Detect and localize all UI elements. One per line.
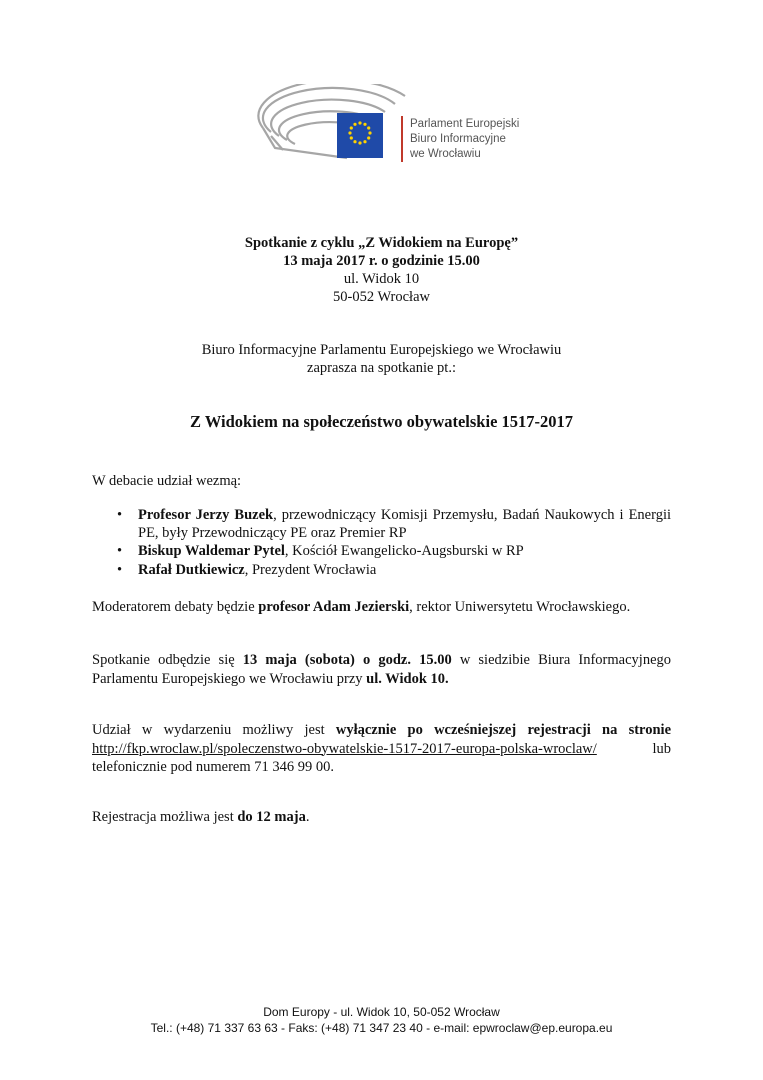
participant-name: Profesor Jerzy Buzek	[138, 507, 274, 523]
bullet-icon: •	[117, 543, 123, 559]
timing-where: ul. Widok 10.	[366, 670, 449, 687]
deadline-bold: do 12 maja	[237, 809, 306, 825]
registration-paragraph	[92, 721, 671, 777]
bullet-icon: •	[117, 507, 123, 523]
invitation	[0, 341, 763, 377]
participant-desc: , Kościół Ewangelicko-Augsburski w RP	[284, 543, 524, 559]
invitation-line-2: zaprasza na spotkanie pt.:	[307, 360, 456, 376]
timing-paragraph	[92, 651, 671, 688]
registration-pre: Udział w wydarzeniu możliwy jest	[92, 722, 336, 738]
moderator-post: , rektor Uniwersytetu Wrocławskiego.	[409, 599, 631, 615]
eu-flag-icon	[337, 113, 383, 158]
participant-desc: , przewodniczący Komisji Przemysłu, Badań Naukowych i Energii PE, były Przewodniczący PE oraz Premier RP	[138, 507, 671, 541]
registration-post: lub telefonicznie pod numerem 71 346 99 00.	[92, 740, 671, 775]
logo-line-2: Biuro Informacyjne	[410, 133, 506, 145]
moderator-paragraph	[92, 598, 671, 617]
moderator-name: profesor Adam Jezierski	[258, 599, 410, 615]
event-title: Z Widokiem na społeczeństwo obywatelskie 1517-2017	[189, 412, 574, 431]
logo-text	[410, 117, 519, 162]
event-city: 50-052 Wrocław	[333, 289, 430, 305]
event-date: 13 maja 2017 r. o godzinie 15.00	[283, 253, 480, 269]
participant-desc: , Prezydent Wrocławia	[244, 561, 377, 578]
event-header	[0, 234, 763, 306]
participant-name: Rafał Dutkiewicz	[138, 561, 245, 578]
participants-list	[92, 507, 671, 580]
moderator-pre: Moderatorem debaty będzie	[92, 599, 259, 615]
logo-line-1: Parlament Europejski	[410, 118, 520, 130]
deadline-pre: Rejestracja możliwa jest	[92, 809, 238, 825]
deadline-paragraph	[92, 808, 671, 827]
registration-bold: wyłącznie po wcześniejszej rejestracji na stronie	[335, 722, 672, 738]
footer	[0, 1004, 763, 1036]
footer-address: Dom Europy - ul. Widok 10, 50-052 Wrocław	[263, 1005, 500, 1019]
deadline-post: .	[305, 809, 310, 825]
list-item	[92, 562, 671, 580]
timing-pre: Spotkanie odbędzie się	[92, 652, 243, 668]
logo-line-3: we Wrocławiu	[410, 148, 481, 160]
timing-mid: w siedzibie Biura Informacyjnego Parlamentu Europejskiego we Wrocławiu przy	[92, 652, 671, 687]
list-item	[92, 543, 671, 561]
debate-intro: W debacie udział wezmą:	[92, 473, 242, 489]
invitation-line-1: Biuro Informacyjne Parlamentu Europejskiego we Wrocławiu	[201, 342, 562, 358]
logo-separator	[401, 116, 403, 162]
event-series: Spotkanie z cyklu „Z Widokiem na Europę”	[244, 235, 519, 251]
footer-contact: Tel.: (+48) 71 337 63 63 - Faks: (+48) 71 347 23 40 - e-mail: epwroclaw@ep.europa.eu	[150, 1021, 613, 1035]
registration-link[interactable]: http://fkp.wroclaw.pl/spoleczenstwo-obywatelskie-1517-2017-europa-polska-wroclaw/	[92, 740, 597, 757]
timing-when: 13 maja (sobota) o godz. 15.00	[242, 652, 452, 668]
bullet-icon: •	[117, 561, 123, 578]
event-street: ul. Widok 10	[343, 271, 420, 287]
participant-name: Biskup Waldemar Pytel	[138, 543, 285, 559]
list-item	[92, 507, 671, 542]
